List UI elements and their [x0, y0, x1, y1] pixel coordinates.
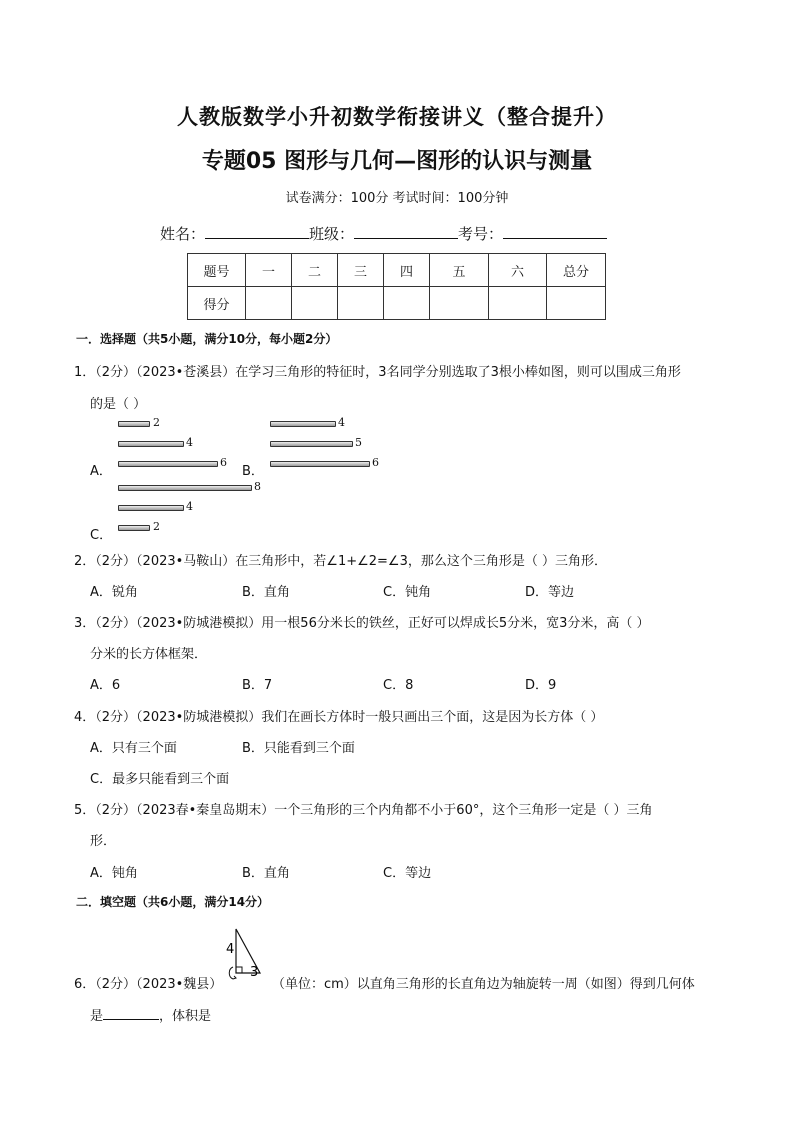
- option-label[interactable]: B．直角: [242, 585, 290, 600]
- answer-blank[interactable]: [103, 1005, 159, 1020]
- stick-bar: [270, 441, 353, 447]
- stick-label: 6: [220, 456, 227, 469]
- score-cell[interactable]: [489, 287, 547, 320]
- score-cell[interactable]: [384, 287, 430, 320]
- stick-bar: [118, 421, 150, 427]
- option-label[interactable]: A．钝角: [90, 866, 138, 881]
- table-cell: 总分: [547, 254, 606, 287]
- score-cell[interactable]: [246, 287, 292, 320]
- section-title: 二．填空题（共6小题，满分14分）: [76, 895, 270, 909]
- table-cell: 二: [292, 254, 338, 287]
- rotation-arrow-icon: [229, 967, 236, 979]
- question-text: 6．（2分）（2023•魏县）: [74, 977, 223, 992]
- stick-bar: [270, 461, 370, 467]
- option-label[interactable]: B．直角: [242, 866, 290, 881]
- stick-label: 6: [372, 456, 379, 469]
- option-label[interactable]: D．9: [525, 678, 557, 693]
- stick-bar: [118, 441, 184, 447]
- option-label[interactable]: A．锐角: [90, 585, 138, 600]
- question-text: 分米的长方体框架．: [90, 647, 208, 662]
- question-text: 4．（2分）（2023•防城港模拟）我们在画长方体时一般只画出三个面，这是因为长方体（ ）: [74, 710, 604, 725]
- score-cell[interactable]: [292, 287, 338, 320]
- number-blank[interactable]: [503, 224, 607, 239]
- triangle-side-label: 3: [250, 965, 259, 980]
- name-blank[interactable]: [205, 224, 309, 239]
- option-label[interactable]: C．8: [383, 678, 414, 693]
- stick-bar: [118, 461, 218, 467]
- question-text: （单位：cm）以直角三角形的长直角边为轴旋转一周（如图）得到几何体: [272, 977, 695, 992]
- stick-label: 4: [338, 416, 345, 429]
- right-triangle-figure: [224, 925, 270, 987]
- section-title: 一．选择题（共5小题，满分10分，每小题2分）: [76, 332, 338, 346]
- right-angle-mark: [236, 967, 242, 973]
- stick-bar: [118, 505, 184, 511]
- table-cell: 得分: [188, 287, 246, 320]
- question-text: 形．: [90, 834, 117, 849]
- class-label: 班级：: [309, 225, 355, 243]
- stick-label: 4: [186, 436, 193, 449]
- option-label[interactable]: B．: [242, 464, 264, 479]
- stick-label: 8: [254, 480, 261, 493]
- document-subtitle: 专题05 图形与几何—图形的认识与测量: [201, 149, 593, 174]
- option-label[interactable]: C．等边: [383, 866, 432, 881]
- score-cell[interactable]: [338, 287, 384, 320]
- score-table-header-row: [188, 254, 606, 287]
- option-label[interactable]: A．: [90, 464, 112, 479]
- stick-label: 4: [186, 500, 193, 513]
- table-cell: 一: [246, 254, 292, 287]
- triangle-side-label: 4: [226, 942, 235, 957]
- class-blank[interactable]: [354, 224, 458, 239]
- option-label[interactable]: A．6: [90, 678, 121, 693]
- question-text: 2．（2分）（2023•马鞍山）在三角形中，若∠1+∠2=∠3，那么这个三角形是（ ）三角形．: [74, 554, 607, 569]
- table-cell: 四: [384, 254, 430, 287]
- name-label: 姓名：: [160, 225, 206, 243]
- stick-label: 5: [355, 436, 362, 449]
- question-text: 5．（2分）（2023春•秦皇岛期末）一个三角形的三个内角都不小于60°，这个三角形一定是（ ）三角: [74, 803, 653, 818]
- score-cell[interactable]: [547, 287, 606, 320]
- option-label[interactable]: A．只有三个面: [90, 741, 177, 756]
- stick-label: 2: [153, 520, 160, 533]
- number-label: 考号：: [458, 225, 504, 243]
- option-label[interactable]: B．只能看到三个面: [242, 741, 355, 756]
- option-label[interactable]: C．: [90, 528, 113, 543]
- student-info-line: [160, 223, 607, 244]
- option-label[interactable]: B．7: [242, 678, 273, 693]
- stick-bar: [270, 421, 336, 427]
- stick-label: 2: [153, 416, 160, 429]
- stick-bar: [118, 485, 252, 491]
- table-cell: 三: [338, 254, 384, 287]
- score-table: [187, 253, 606, 320]
- stick-bar: [118, 525, 150, 531]
- exam-info: 试卷满分：100分 考试时间：100分钟: [285, 191, 509, 206]
- question-text: ，体积是: [159, 1009, 212, 1024]
- question-text: 的是（ ）: [90, 397, 147, 412]
- document-title: 人教版数学小升初数学衔接讲义（整合提升）: [177, 105, 617, 129]
- question-text: 3．（2分）（2023•防城港模拟）用一根56分米长的铁丝，正好可以焊成长5分米，宽3分米，高（ ）: [74, 616, 650, 631]
- question-answer-line: [90, 1005, 211, 1024]
- option-label[interactable]: C．钝角: [383, 585, 432, 600]
- option-label[interactable]: D．等边: [525, 585, 575, 600]
- score-cell[interactable]: [430, 287, 489, 320]
- table-cell: 五: [430, 254, 489, 287]
- option-label[interactable]: C．最多只能看到三个面: [90, 772, 230, 787]
- table-cell: 题号: [188, 254, 246, 287]
- table-cell: 六: [489, 254, 547, 287]
- score-table-score-row: [188, 287, 606, 320]
- question-text: 是: [90, 1009, 104, 1024]
- question-text: 1．（2分）（2023•苍溪县）在学习三角形的特征时，3名同学分别选取了3根小棒如图，则可以围成三角形: [74, 365, 681, 380]
